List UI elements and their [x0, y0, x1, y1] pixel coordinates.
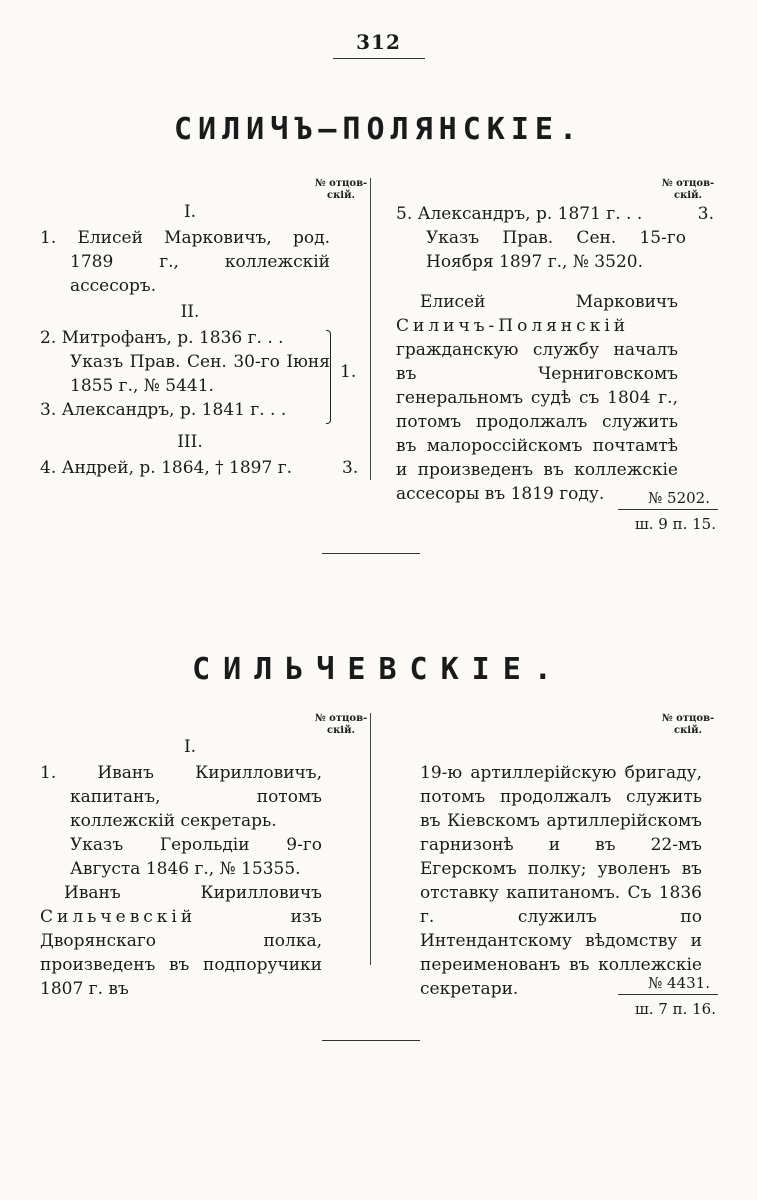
- section-separator-2: [322, 1040, 420, 1041]
- page-number-rule: [333, 58, 425, 59]
- column-header-otcovskiy: № отцов- скій.: [314, 178, 368, 201]
- reference-shelf: ш. 7 п. 16.: [634, 1000, 716, 1018]
- entry-1-ukaz: Указъ Герольдіи 9-го Августа 1846 г., № 15355.: [70, 835, 322, 879]
- entry-4-andrey: 4. Андрей, р. 1864, † 1897 г.: [40, 458, 293, 478]
- bio-name: Иванъ Кирилловичъ: [64, 883, 322, 903]
- group-brace: [326, 330, 331, 424]
- bio-silchevskiy-left: [40, 881, 322, 1001]
- column-header-otcovskiy: № отцов- скій.: [314, 713, 368, 736]
- reference-shelf: ш. 9 п. 15.: [634, 515, 716, 533]
- generation-2-label: II.: [180, 302, 200, 322]
- section-separator-1: [322, 553, 420, 554]
- section2-column-divider: [370, 713, 371, 965]
- column-header-otcovskiy-right: № отцов- скій.: [661, 178, 715, 201]
- generation-1-label: I.: [183, 202, 197, 222]
- bio-text-continued: 19-ю артиллерійскую бригаду, потомъ продолжалъ служить въ Кіевскомъ артиллерійскомъ гарнизонѣ и въ 22-мъ Егерскомъ полку; уволенъ въ отставку капитаномъ. Съ 1836 г. служилъ по Интендантскому вѣдомству и переименованъ въ коллежскіе секретари.: [420, 763, 702, 999]
- entry-1-eliseу: 1. Елисей Марковичъ, род. 1789 г., коллежскій ассесоръ.: [40, 228, 330, 296]
- bio-surname: Силичъ-Полянскій: [396, 316, 630, 336]
- entry-5-father-number: 3.: [697, 204, 714, 224]
- page-number: 312: [356, 30, 401, 54]
- reference-rule: [618, 994, 718, 995]
- reference-number: № 5202.: [648, 489, 710, 507]
- column-header-otcovskiy-right: № отцов- скій.: [661, 713, 715, 736]
- section-title-silich-polyanskie: СИЛИЧЪ—ПОЛЯНСКІЕ.: [173, 112, 584, 147]
- entry-5-ukaz: Указъ Прав. Сен. 15-го Ноября 1897 г., № 3520.: [426, 228, 686, 272]
- reference-rule: [618, 509, 718, 510]
- bio-silchevskiy-right: [420, 761, 702, 1001]
- bio-name: Елисей Марковичъ: [420, 292, 678, 312]
- bio-text: гражданскую службу началъ въ Черниговскомъ генеральномъ судѣ съ 1804 г., потомъ продолжалъ служить въ малороссійскомъ почтамтѣ и произведенъ въ коллежскіе ассесоры въ 1819 году.: [396, 340, 678, 504]
- bio-text: изъ Дворянскаго полка, произведенъ въ подпоручики 1807 г. въ: [40, 907, 322, 999]
- bio-silich-polyanskiy: [396, 290, 678, 506]
- entry-4-row: [40, 456, 335, 480]
- entry-3-aleksandr: 3. Александръ, р. 1841 г. . .: [40, 400, 287, 420]
- group-father-number: 1.: [340, 362, 357, 382]
- section-title-silchevskie: СИЛЬЧЕВСКІЕ.: [192, 652, 565, 687]
- generation-1-label: I.: [183, 737, 197, 757]
- reference-number: № 4431.: [648, 974, 710, 992]
- entry-2-mitrofan: 2. Митрофанъ, р. 1836 г. . .: [40, 328, 284, 348]
- bio-surname: Сильчевскій: [40, 907, 197, 927]
- entry-1-ivan: 1. Иванъ Кирилловичъ, капитанъ, потомъ коллежскій секретарь.: [40, 763, 322, 831]
- entry-2-ukaz: Указъ Прав. Сен. 30-го Іюня 1855 г., № 5441.: [70, 352, 330, 396]
- section1-column-divider: [370, 178, 371, 480]
- entry-4-father-number: 3.: [342, 458, 359, 478]
- entry-5-aleksandr: 5. Александръ, р. 1871 г. . .: [396, 204, 643, 224]
- generation-3-label: III.: [177, 432, 203, 452]
